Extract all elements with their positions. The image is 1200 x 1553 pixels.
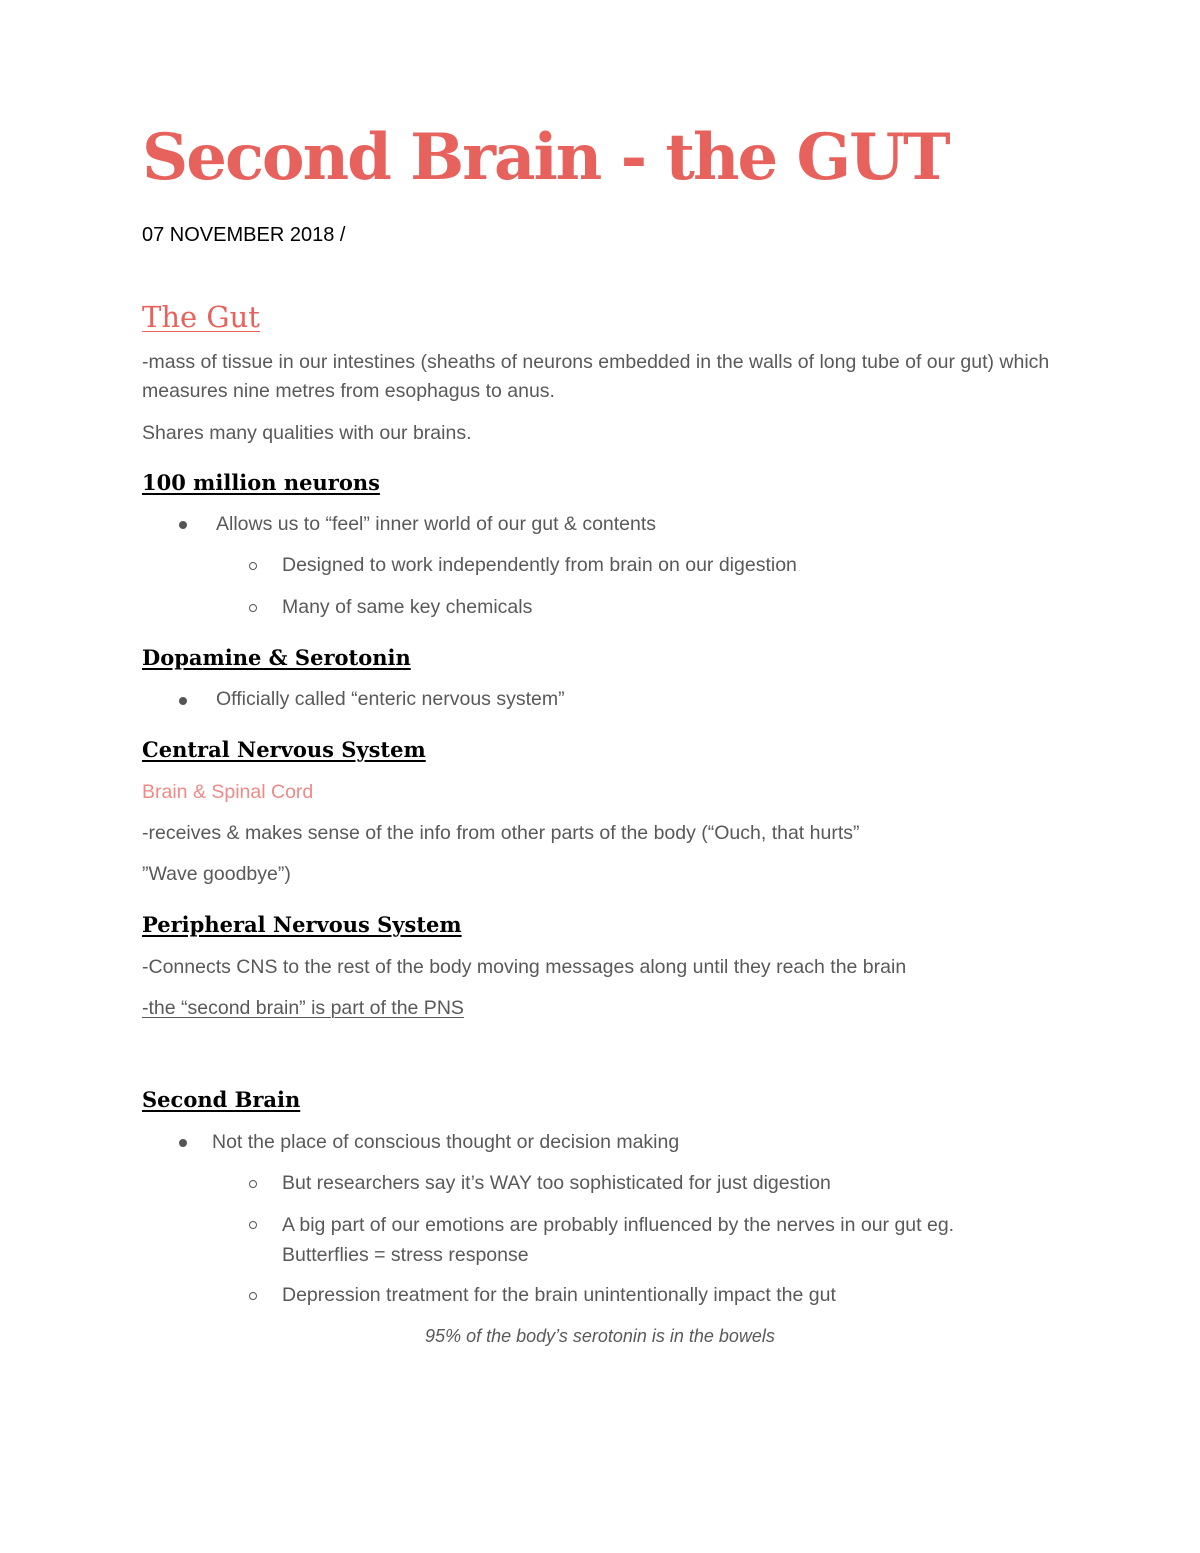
heading-second-brain: Second Brain <box>142 1087 301 1112</box>
sub-bullet-icon <box>249 604 257 612</box>
gut-description: -mass of tissue in our intestines (sheaths of neurons embedded in the walls of long tube of our gut) which measures nine metres from esophagus to anus. <box>142 351 1050 402</box>
bullet-icon <box>179 1139 187 1147</box>
sub-bullet-icon <box>249 1292 257 1300</box>
heading-the-gut: The Gut <box>142 300 260 334</box>
cns-description-continued: ”Wave goodbye”) <box>142 863 291 885</box>
list-item: Not the place of conscious thought or decision making <box>212 1131 680 1153</box>
heading-peripheral-nervous-system: Peripheral Nervous System <box>142 912 462 937</box>
document-title: Second Brain - the GUT <box>142 120 949 195</box>
sub-bullet-icon <box>249 562 257 570</box>
serotonin-caption: 95% of the body’s serotonin is in the bowels <box>425 1326 775 1346</box>
sub-bullet-icon <box>249 1221 257 1229</box>
list-item: Depression treatment for the brain unintentionally impact the gut <box>282 1284 836 1306</box>
list-item: Many of same key chemicals <box>282 596 533 618</box>
bullet-icon <box>179 521 187 529</box>
list-item: Allows us to “feel” inner world of our gut & contents <box>216 513 657 535</box>
bullet-icon <box>179 697 187 705</box>
heading-central-nervous-system: Central Nervous System <box>142 737 426 762</box>
heading-neurons: 100 million neurons <box>142 470 380 495</box>
heading-dopamine-serotonin: Dopamine & Serotonin <box>142 645 411 670</box>
list-item: But researchers say it’s WAY too sophisticated for just digestion <box>282 1172 831 1194</box>
cns-description: -receives & makes sense of the info from other parts of the body (“Ouch, that hurts” <box>142 822 860 844</box>
sub-bullet-icon <box>249 1180 257 1188</box>
gut-qualities: Shares many qualities with our brains. <box>142 422 472 444</box>
pns-note: -the “second brain” is part of the PNS <box>142 997 464 1019</box>
list-item: Officially called “enteric nervous system” <box>216 688 565 710</box>
document-date: 07 NOVEMBER 2018 / <box>142 224 346 246</box>
list-item: A big part of our emotions are probably influenced by the nerves in our gut eg. Butterflies = stress response <box>282 1214 955 1266</box>
pns-description: -Connects CNS to the rest of the body moving messages along until they reach the brain <box>142 956 907 978</box>
cns-subheading: Brain & Spinal Cord <box>142 781 314 803</box>
list-item: Designed to work independently from brain on our digestion <box>282 554 797 576</box>
